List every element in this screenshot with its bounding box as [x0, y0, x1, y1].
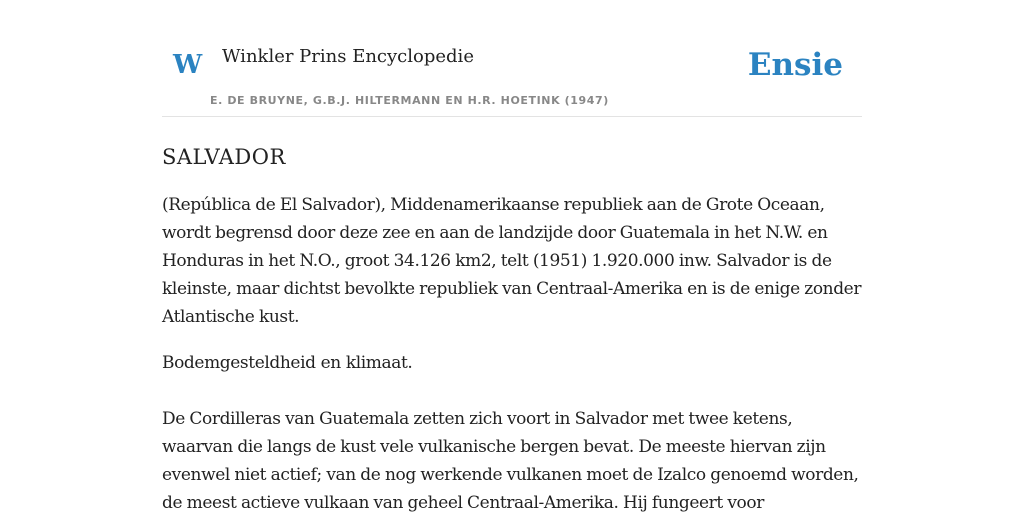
winkler-prins-logo[interactable]: W	[173, 50, 203, 80]
section-heading: Bodemgesteldheid en klimaat.	[162, 353, 413, 373]
article-title: SALVADOR	[162, 145, 286, 169]
article-paragraph: (República de El Salvador), Middenamerikaanse republiek aan de Grote Oceaan, wordt begrensd door deze zee en aan de landzijde door Guatemala in het N.W. en Honduras in het N.O., groot 34.126 km2, telt (1951) 1.920.000 inw. Salvador is de kleinste, maar dichtst bevolkte republiek van Centraal-Amerika en is de enige zonder Atlantische kust.	[162, 195, 862, 327]
ensie-logo[interactable]: Ensie	[747, 47, 843, 83]
site-header	[162, 0, 862, 117]
encyclopedia-title[interactable]: Winkler Prins Encyclopedie	[222, 46, 474, 67]
encyclopedia-byline: E. DE BRUYNE, G.B.J. HILTERMANN EN H.R. HOETINK (1947)	[210, 94, 609, 107]
main-container	[162, 0, 862, 512]
article-content	[162, 145, 862, 512]
article-paragraph: De Cordilleras van Guatemala zetten zich voort in Salvador met twee ketens, waarvan die langs de kust vele vulkanische bergen bevat. De meeste hiervan zijn evenwel niet actief; van de nog werkende vulkanen moet de Izalco genoemd worden, de meest actieve vulkaan van geheel Centraal-Amerika. Hij fungeert voor	[162, 409, 859, 512]
